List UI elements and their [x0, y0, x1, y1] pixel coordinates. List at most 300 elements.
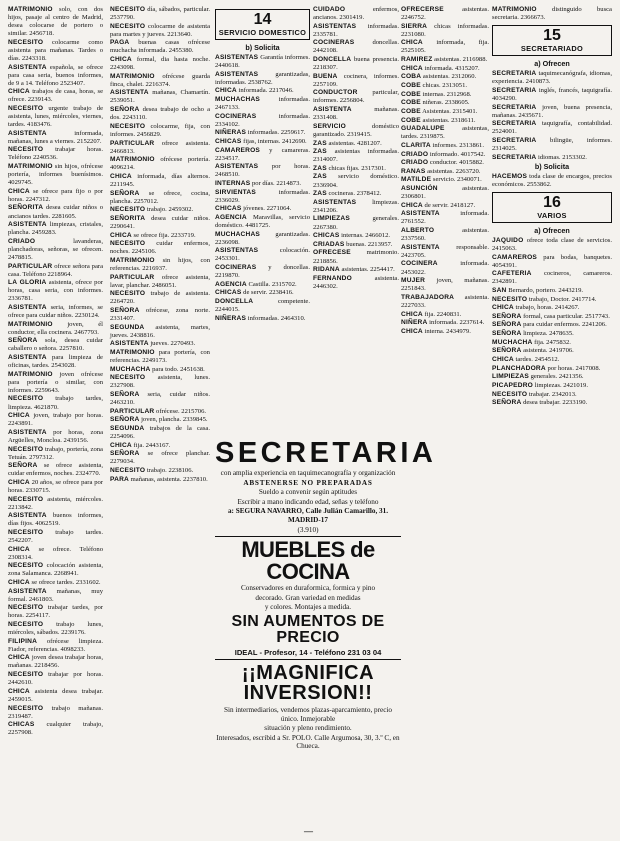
ad-body: idiomas. 2153302. [538, 153, 587, 161]
ad-lead-word: NECESITO [8, 445, 44, 453]
ad-lead-word: CHICAS [313, 232, 340, 240]
ad-lead-word: NECESITO [110, 22, 146, 30]
classified-ad [401, 117, 489, 125]
ad-body: chicas fijas. 2317301. [328, 164, 386, 172]
ad-lead-word: ALBERTO [401, 227, 435, 235]
ad-lead-word: COCINERAS [215, 112, 257, 120]
ad-lead-word: CHICAS [215, 205, 242, 213]
ad-lead-word: TRABAJADORA [401, 293, 455, 301]
classified-ad [313, 249, 399, 265]
ad-body: limpiezas, cristales, plancha. 2459283. [8, 221, 103, 237]
classified-ad [110, 290, 210, 306]
section-sub: b) Solicita [534, 161, 570, 171]
ad-body: mañanas. 2331408. [313, 106, 399, 122]
ad-muebles [215, 539, 401, 657]
classified-ad [401, 277, 489, 293]
ad-headline: SECRETARIA [215, 437, 437, 469]
ad-body: joven, plancha. 2339845. [141, 416, 208, 424]
ad-body: asistentas. 2312060. [422, 73, 477, 81]
ad-body: mañanas, asistenta. 2237810. [130, 475, 208, 483]
ad-body: 20 años, se ofrece para por horas. 2330715. [8, 478, 103, 494]
ad-lead-word: ASISTENTAS [215, 70, 259, 78]
ad-lead-word: PARTICULAR [110, 273, 155, 281]
ad-lead-word: PICAPEDRO [492, 381, 534, 389]
ad-inversion [215, 663, 401, 751]
classified-ad [401, 151, 489, 159]
ad-body: fija. 2240831. [424, 310, 462, 318]
ad-body: garantizadas, informadas. 2538762. [215, 70, 310, 86]
classified-ad [401, 6, 489, 22]
ad-lead-word: ASISTENTA [8, 512, 47, 520]
classified-ad [8, 337, 103, 353]
ad-body: trabajo mañanas. 2319487. [8, 704, 103, 720]
ad-headline-2: SIN AUMENTOS DE PRECIO [231, 612, 385, 646]
ad-body: asistentas. 2116988. [434, 56, 488, 64]
ad-lead-word: CONDUCTOR [313, 89, 358, 97]
section-number: 16 [543, 193, 561, 211]
classified-ad [313, 39, 399, 55]
ad-body: para bodas, banquetes. 4054391. [492, 253, 612, 269]
ad-body: asistenta, ofrece por horas, casa seria, con informes. 2336781. [8, 279, 103, 303]
classified-ad [492, 70, 612, 86]
ad-lead-word: NIÑERAS [215, 314, 247, 322]
ad-lead-word: MATRIMONIO [8, 163, 53, 171]
ad-body: informada. 2761552. [401, 210, 489, 226]
ad-body: formal, dia hasta noche. 2243098. [110, 56, 210, 72]
ad-body: cocineros, camareros. 2342891. [492, 270, 612, 286]
ad-lead-word: PARTICULAR [110, 139, 155, 147]
ad-body: informada. 2453022. [401, 260, 489, 276]
classified-ad [492, 373, 612, 381]
ad-body: informada. 2217046. [238, 87, 294, 95]
ad-lead-word: CHICA [110, 172, 132, 180]
ad-lead-word: SEÑORA [110, 450, 140, 458]
ad-body: Maravillas, servicio doméstico. 4481725. [215, 214, 310, 230]
ad-body: competente. 2244015. [215, 298, 310, 314]
ad-body: trabajar. 2342013. [528, 390, 577, 398]
classified-ad [215, 138, 310, 146]
column-3 [215, 6, 310, 438]
ad-lead-word: ASISTENTA [8, 587, 47, 595]
ad-lead-word: ASISTENTA [110, 340, 149, 348]
ad-lead-word: BUENA [313, 72, 338, 80]
ad-body: joven ofrécese para portería o similar, con informes. 2259643. [8, 370, 103, 394]
column-6b-ads [492, 70, 612, 161]
divider [215, 659, 401, 660]
ad-text: y colores. Montajes a medida. [264, 603, 352, 612]
ad-body: colocación. 2453301. [215, 247, 310, 263]
ad-body: buena presencia. 2218307. [313, 56, 399, 72]
ad-body: ofrécese guarda finca, chalet. 2216374. [110, 72, 210, 88]
ad-body: asistentas informadas. 2314007. [313, 148, 399, 164]
ad-lead-word: ASISTENTAS [215, 54, 259, 62]
ad-body: por horas. 2468510. [215, 163, 310, 179]
ad-body: asistentas. 2337560. [401, 227, 489, 243]
ad-body: ofrece asistenta, lavar, planchar. 2486051. [110, 273, 210, 289]
ad-lead-word: SECRETARIA [492, 70, 537, 78]
ad-body: buenas. 2213957. [346, 240, 393, 248]
column-6c-ads [492, 173, 612, 189]
ad-body: particular, informes. 2256804. [313, 89, 399, 105]
ad-lead-word: NECESITO [492, 390, 528, 398]
ad-lead-word: ASISTENTAS [215, 247, 259, 255]
ad-body: bilingüe, informes. 2314025. [492, 136, 612, 152]
ad-body: asistenta, lunes. 2327908. [110, 374, 210, 390]
ad-body: sin hijos, con referencias. 2216937. [110, 256, 210, 272]
classified-ad [8, 688, 103, 704]
ad-body: cuidar enfermos, noches. 2245106. [110, 240, 210, 256]
ad-body: ofrece asistenta. 2466813. [110, 139, 210, 155]
classified-ad [492, 382, 612, 390]
ad-body: sin hijos, ofrécese portería, informes buenísimos. 4029745. [8, 163, 103, 187]
ad-body: trabajo. 2238106. [146, 466, 194, 474]
ad-lead-word: CAMAREROS [492, 253, 538, 261]
classified-ad [492, 6, 612, 22]
classified-ad [215, 163, 310, 179]
ad-body: de servir. 2418127. [424, 201, 476, 209]
classified-ad [8, 671, 103, 687]
column-5 [401, 6, 489, 834]
ad-lead-word: ASISTENTAS [313, 198, 357, 206]
ad-body: por días. 2214873. [251, 180, 302, 188]
classified-ad [8, 146, 103, 162]
ad-lead-word: SEÑORA [8, 337, 38, 345]
ad-body: día, sábados, particular. 2537790. [110, 6, 210, 22]
ad-body: formal, casa particular. 2517743. [523, 312, 610, 320]
ad-lead-word: LIMPIEZAS [313, 215, 350, 223]
classified-ad [8, 263, 103, 279]
classified-ad [110, 56, 210, 72]
classified-ad [110, 39, 210, 55]
classified-ad [492, 254, 612, 270]
section-number: 15 [543, 27, 561, 45]
ad-lead-word: CHICA [110, 441, 132, 449]
ad-body: informadas. 2334102. [215, 112, 310, 128]
ad-body: generales. 2267380. [313, 215, 399, 231]
classified-ad [8, 6, 103, 38]
ad-body: se ofrece tardes. 2331602. [31, 579, 101, 587]
ad-lead-word: MATRIMONIO [8, 320, 53, 328]
ad-lead-word: SECRETARIA [492, 120, 537, 128]
ad-lead-word: ASISTENTA [8, 354, 47, 362]
classified-ad [8, 371, 103, 395]
classified-ad [492, 313, 612, 321]
ad-body: se ofrece, cocina, plancha. 2257012. [110, 189, 210, 205]
ad-lead-word: SEÑORA [492, 347, 522, 355]
ad-body: seria, cuidar niños. 2463210. [110, 391, 210, 407]
classified-ad [313, 106, 399, 122]
ad-lead-word: NIÑERAS [215, 129, 247, 137]
ad-text: ABSTENERSE NO PREPARADAS [243, 478, 373, 487]
ad-lead-word: FERNANDO [313, 274, 352, 282]
classified-ad [313, 173, 399, 189]
classified-ad [401, 168, 489, 176]
classified-ad [401, 39, 489, 55]
ad-lead-word: CHICA [8, 88, 30, 96]
classified-ad [110, 408, 210, 416]
classified-ad [492, 173, 612, 189]
classified-ad [492, 137, 612, 153]
ad-lead-word: CHICA [8, 579, 30, 587]
ad-body: internas. 2466012. [341, 232, 391, 240]
ad-lead-word: CHICA [492, 356, 514, 363]
ad-body: joven, buena presencia, mañanas. 2435671. [492, 103, 612, 119]
ad-body: doncellas. 2442108. [313, 39, 399, 55]
classified-ad [215, 281, 310, 289]
ad-lead-word: COBE [401, 99, 421, 107]
ad-lead-word: MUCHACHAS [215, 96, 261, 104]
ad-body: cocineras. 2378412. [328, 190, 382, 198]
ad-body: trabajos de la casa. 2254096. [110, 424, 211, 441]
classified-ad [492, 391, 612, 399]
classified-ad [401, 176, 489, 184]
ad-lead-word: NECESITO [110, 6, 146, 13]
classified-ad [401, 185, 489, 201]
classified-ad [8, 279, 103, 303]
ad-lead-word: NECESITO [8, 528, 44, 536]
classified-ad [215, 189, 310, 205]
classified-ad [8, 579, 103, 587]
ad-body: inglés, francés, taquigrafía. 4034290. [492, 86, 612, 102]
section-header-16 [492, 192, 612, 223]
classified-ad [313, 148, 399, 164]
classified-ad [401, 311, 489, 319]
ad-body: colocarme como asistenta para mañanas. Tardes o días. 2243318. [8, 38, 103, 62]
ad-lead-word: NECESITO [8, 621, 44, 629]
classified-ad [313, 73, 399, 89]
classified-ad [110, 140, 210, 156]
section-header-14 [215, 9, 310, 40]
ad-lead-word: SEÑORA [110, 306, 140, 314]
ad-text: Sin intermediarios, vendemos plazas-aparcamiento, precio único. Inmejorable [223, 705, 393, 723]
ad-lead-word: COCINERAS [215, 264, 257, 272]
classified-ad [8, 163, 103, 187]
classified-ad [110, 206, 210, 214]
classified-ad [110, 476, 210, 484]
ad-lead-word: SEGUNDA [110, 424, 145, 432]
ad-body: servicio. 2340071. [432, 176, 482, 184]
classified-ad [313, 232, 399, 240]
classified-ad [110, 450, 210, 466]
classified-ad [401, 73, 489, 81]
classified-ad [110, 391, 210, 407]
classified-ad [215, 247, 310, 263]
classified-ad [313, 215, 399, 231]
ad-body: joven, trabajo por horas. 2243891. [8, 412, 103, 428]
ad-lead-word: SEÑORA [110, 189, 140, 197]
classified-ad [401, 108, 489, 116]
ad-lead-word: NECESITO [8, 604, 44, 612]
ad-lead-word: CHICA [215, 87, 237, 95]
classified-ad [110, 324, 210, 340]
ad-body: trabajo, Doctor. 2417714. [528, 295, 597, 303]
ad-body: desea cuidar niños. 2290641. [110, 214, 210, 230]
classified-ad [8, 638, 103, 654]
ad-body: sola, desea cuidar caballero o señora. 2257810. [8, 337, 104, 353]
ad-body: informes. 2313861. [432, 141, 484, 149]
classified-ad [401, 202, 489, 210]
classified-ad [492, 321, 612, 329]
ad-lead-word: CHICAS [215, 138, 242, 146]
ad-body: para limpieza de oficinas, tardes. 2543028. [8, 354, 103, 370]
classified-ad [492, 87, 612, 103]
ad-body: Asistentas. 2315401. [422, 107, 478, 115]
ad-lead-word: GUADALUPE [401, 125, 445, 133]
ad-body: trabajo lunes, miércoles, sábados. 2239176. [8, 621, 103, 637]
classified-ad [401, 319, 489, 327]
ad-body: fijas, internas. 2412690. [243, 138, 307, 146]
ad-lead-word: MUJER [401, 277, 426, 285]
ad-body: informada, días alternos. 2211945. [110, 172, 210, 188]
ad-body: para portería, con referencias. 2249173. [110, 348, 210, 365]
classified-ad [492, 237, 612, 253]
ad-body: Garantía informes. 2440618. [215, 54, 310, 70]
ad-text: situación y pleno rendimiento. [264, 724, 352, 733]
ad-body: fija. 2475832. [534, 338, 571, 346]
ad-body: ofrécese limpieza. Fiador, referencias. 4098233. [8, 637, 103, 653]
classified-ad [215, 205, 310, 213]
ad-body: se ofrece asistenta, cuidar enfermos, noches. 2324770. [8, 462, 103, 478]
ad-headline: MUEBLES de COCINA [241, 537, 375, 585]
ad-lead-word: ASISTENTAS [313, 22, 357, 30]
column-2-ads [110, 6, 210, 484]
ad-text: con amplia experiencia en taquimecanografía y organización [220, 469, 396, 477]
classified-ad [8, 429, 103, 445]
classified-ad [8, 446, 103, 462]
ad-lead-word: ZAS [313, 190, 327, 198]
classified-ad [8, 238, 103, 262]
ad-lead-word: CHICAS [215, 289, 242, 297]
column-4 [313, 6, 399, 438]
ad-body: por horas. 2417008. [547, 364, 601, 372]
classified-ad [215, 315, 310, 323]
ad-body: se ofrece planchar. 2279034. [110, 450, 210, 466]
ad-lead-word: COCINERA [401, 260, 438, 268]
classified-ad [215, 71, 310, 87]
ad-secretaria [215, 437, 437, 534]
classified-ad [8, 654, 103, 670]
ad-lead-word: NECESITO [110, 466, 146, 474]
ad-lead-word: CHICA [110, 231, 132, 239]
ad-text: Conservadores en duraformica, formica y pino [240, 584, 376, 593]
classified-ad [110, 173, 210, 189]
classified-ad [110, 257, 210, 273]
ad-body: para todo. 2451638. [152, 365, 205, 373]
ad-lead-word: SECRETARIA [492, 103, 537, 111]
ad-body: asistenta desea trabajar. 2459015. [8, 687, 103, 703]
ad-body: asistentas. 2306801. [401, 185, 489, 201]
ad-body: se ofrece fija. 2233719. [133, 231, 196, 239]
ad-body: informado. 4017542. [429, 150, 486, 158]
ad-lead-word: CRIADO [401, 159, 429, 167]
classified-ad [110, 89, 210, 105]
classified-ad [313, 6, 399, 22]
classified-ad [8, 546, 103, 562]
ad-lead-word: INTERNAS [215, 180, 251, 188]
ad-body: trabajo. 2459302. [146, 206, 194, 214]
classified-ad [8, 395, 103, 411]
ad-lead-word: MATRIMONIO [110, 156, 155, 164]
ad-body: trabajo tardes. 2542207. [8, 528, 103, 545]
classified-ad [110, 6, 210, 22]
ad-body: trabajos de casa, horas, se ofrece. 2239143. [8, 88, 104, 104]
ad-lead-word: DONCELLA [313, 56, 352, 64]
ad-lead-word: SECRETARIA [492, 136, 537, 144]
section-label: VARIOS [537, 210, 567, 220]
ad-lead-word: COBE [401, 81, 421, 89]
ad-lead-word: ASISTENTA [401, 243, 440, 251]
classified-ad [8, 588, 103, 604]
ad-lead-word: OFRECESE [313, 249, 351, 257]
ad-body: trabajar por horas. 2442610. [8, 671, 103, 687]
ad-lead-word: PLANCHADORA [492, 364, 546, 372]
classified-ad [8, 721, 103, 737]
ad-lead-word: ASISTENTA [110, 89, 149, 97]
classified-ad [8, 130, 103, 146]
ad-lead-word: CHICA [401, 201, 423, 209]
ad-body: colocarme de asistenta para martes y jueves. 2213640. [110, 22, 210, 38]
classified-ad [401, 328, 489, 336]
ad-lead-word: SIRVIENTAS [215, 188, 256, 196]
ad-lead-word: NECESITO [110, 290, 146, 298]
classified-ad [8, 705, 103, 721]
ad-lead-word: NECESITO [8, 704, 44, 712]
ad-body: Bernardo, portero. 2443219. [508, 286, 584, 294]
classified-ad [215, 96, 310, 112]
classified-ad [110, 190, 210, 206]
classified-ad [8, 529, 103, 545]
ad-body: y camareras. 2234517. [215, 146, 310, 162]
ad-lead-word: SECRETARIA [492, 86, 537, 94]
classified-ad [110, 307, 210, 323]
classified-ad [8, 321, 103, 337]
ad-lead-word: NECESITO [110, 374, 146, 382]
classified-ad [215, 147, 310, 163]
ad-lead-word: PARTICULAR [110, 407, 155, 415]
ad-lead-word: SEGUNDA [110, 323, 145, 331]
ad-lead-word: SEÑORA [492, 330, 522, 338]
ad-body: distinguido busca secretaria. 2366673. [492, 6, 612, 22]
ad-lead-word: OFRECERSE [401, 6, 444, 13]
classified-ad [492, 365, 612, 373]
classified-ad [8, 479, 103, 495]
ad-lead-word: MATRIMONIO [110, 72, 155, 80]
ad-body: joven, él conductor, ella cocinera. 2467793. [8, 320, 103, 336]
ad-lead-word: ASUNCIÓN [401, 185, 438, 193]
ad-lead-word: NECESITO [8, 495, 44, 503]
ad-lead-word: ASISTENTA [8, 129, 47, 137]
ad-lead-word: DONCELLA [215, 298, 254, 306]
section-sub: a) Ofrecen [534, 59, 570, 69]
ad-lead-word: NIÑERA [401, 319, 428, 327]
classified-ad [492, 356, 612, 364]
ad-lead-word: MATRIMONIO [110, 348, 155, 356]
classified-ad [215, 264, 310, 280]
ad-body: Castilla. 2315702. [248, 280, 297, 288]
ad-lead-word: AGENCIA [215, 214, 247, 222]
classified-ad [110, 156, 210, 172]
column-6 [492, 6, 612, 834]
ad-lead-word: NECESITO [110, 206, 146, 214]
classified-ad [492, 399, 612, 407]
ad-body: desea trabajar. 2233190. [523, 399, 588, 407]
ad-lead-word: SEÑORA [492, 321, 522, 329]
ad-body: jueves. 2270493. [150, 340, 196, 348]
ad-lead-word: CHICA [8, 478, 30, 486]
ad-body: informadas. 2467133. [215, 96, 310, 112]
classified-ad [215, 87, 310, 95]
ad-body: fija. 2443167. [133, 441, 171, 449]
